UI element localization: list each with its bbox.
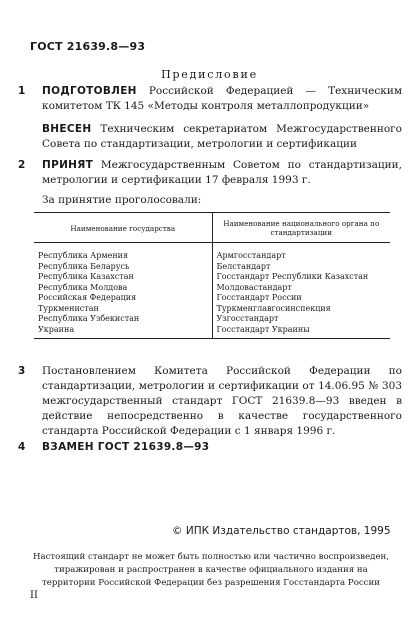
table-row [34,243,390,262]
column-header-state: Наименование государства [34,213,212,243]
table-row [34,314,390,325]
page-number: II [30,590,38,601]
paragraph-3 [18,364,402,439]
state-cell: Туркменистан [38,303,99,313]
table-row [34,283,390,294]
state-cell: Республика Казахстан [38,272,134,281]
paragraph-1b [30,122,402,152]
paragraph-2-number: 2 [18,159,26,171]
paragraph-1-number: 1 [18,85,26,97]
vote-intro: За принятие проголосовали: [42,194,202,206]
paragraph-3-text: Постановлением Комитета Российской Федерации по стандартизации, метрологии и сертификации от 14.06.95 № 303 межгосударственный стандарт ГОСТ 21639.8—93 введен в действие непосредственно в качестве государственного стандарта Российской Федерации с 1 января 1996 г. [42,365,402,437]
paragraph-4 [18,440,402,455]
state-cell: Республика Армения [38,251,129,260]
organization-cell: Госстандарт Украины [212,325,390,339]
paragraph-4-keyword: ВЗАМЕН ГОСТ 21639.8—93 [42,441,210,453]
paragraph-2-keyword: ПРИНЯТ [42,159,94,171]
copyright-notice: © ИПК Издательство стандартов, 1995 [172,525,391,537]
reproduction-notice: Настоящий стандарт не может быть полностью или частично воспроизведен, тиражирован и распространен в качестве официального издания на территории Российской Федерации без разрешения Госстандарта России [32,552,390,588]
voting-table [34,212,390,339]
organization-cell: Госстандарт России [212,293,390,304]
organization-cell: Узгосстандарт [212,314,390,325]
state-cell: Украина [34,325,212,339]
paragraph-1b-keyword: ВНЕСЕН [42,123,92,135]
table-row [34,262,390,273]
state-cell: Республика Узбекистан [38,314,140,323]
organization-cell: Госстандарт Республики Казахстан [212,272,390,283]
paragraph-2-text: Межгосударственным Советом по стандартизации, метрологии и сертификации 17 февраля 1993 г. [42,159,402,186]
table-row [34,293,390,304]
organization-cell: Армгосстандарт [212,243,390,262]
paragraph-1-text: Российской Федерацией — Техническим комитетом ТК 145 «Методы контроля металлопродукции» [42,85,402,112]
paragraph-4-number: 4 [18,441,26,453]
paragraph-1b-text: Техническим секретариатом Межгосударственного Совета по стандартизации, метрологии и сертификации [42,123,402,150]
table-row [34,304,390,315]
column-header-organization: Наименование национального органа по стандартизации [212,213,390,243]
table-header-row [34,213,390,243]
organization-cell: Молдовастандарт [212,283,390,294]
paragraph-2 [18,158,402,188]
table-row [34,272,390,283]
paragraph-3-number: 3 [18,365,26,377]
state-cell: Республика Беларусь [38,261,130,271]
paragraph-1-keyword: ПОДГОТОВЛЕН [42,85,137,97]
section-heading: Предисловие [161,68,258,81]
table-row [34,325,390,339]
organization-cell: Туркменглавгосинспекция [212,304,390,315]
paragraph-1 [18,84,402,114]
document-id: ГОСТ 21639.8—93 [30,40,146,53]
state-cell: Российская Федерация [38,293,137,302]
organization-cell: Белстандарт [212,262,390,273]
state-cell: Республика Молдова [38,282,128,292]
